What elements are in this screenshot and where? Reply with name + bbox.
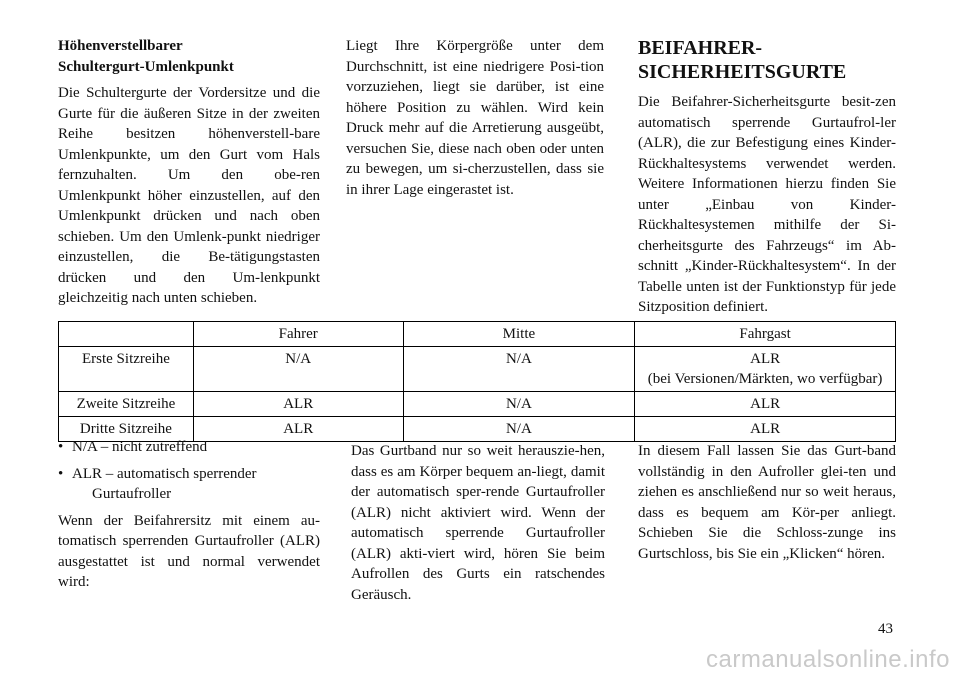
table-header-cell: Fahrgast [635, 322, 896, 347]
table-cell: Dritte Sitzreihe [59, 417, 194, 442]
table-cell-note: (bei Versionen/Märkten, wo verfügbar) [647, 371, 883, 387]
subheading-line-1: Höhenverstellbarer [58, 38, 183, 54]
table-cell: N/A [193, 347, 403, 392]
paragraph-koerpergroesse: Liegt Ihre Körpergröße unter dem Durchschnitt, ist eine niedrigere Posi-tion vorzuziehen, liegt sie darüber, ist eine höhere Position zu wählen. Wird kein Druck mehr auf die Arretierung ausgeübt, versuchen Sie, diese nach oben oder unten zu bewegen, um si-cherzustellen, dass sie in ihrer Lage eingerastet ist. [346, 38, 604, 198]
section-heading [638, 36, 896, 84]
table-cell [635, 347, 896, 392]
table-header-cell: Mitte [403, 322, 635, 347]
page-number: 43 [878, 621, 893, 637]
table-cell: Zweite Sitzreihe [59, 392, 194, 417]
table-row [59, 347, 896, 392]
lower-column-2 [351, 441, 605, 605]
table-cell: Erste Sitzreihe [59, 347, 194, 392]
legend-list [58, 437, 320, 505]
list-item-continuation: Gurtaufroller [92, 486, 172, 502]
upper-column-2 [346, 36, 604, 200]
section-heading-line-1: BEIFAHRER- [638, 37, 763, 59]
list-item-text: ALR – automatisch sperrender [72, 465, 257, 482]
section-heading-line-2: SICHERHEITSGURTE [638, 61, 847, 83]
table-cell-value: ALR [750, 351, 781, 367]
paragraph-alr-intro: Wenn der Beifahrersitz mit einem au-tomatisch sperrenden Gurtaufroller (ALR) ausgestattet ist und normal verwendet wird: [58, 512, 320, 590]
table-cell: ALR [635, 392, 896, 417]
upper-column-1 [58, 36, 320, 309]
watermark: carmanualsonline.info [706, 646, 950, 673]
subheading [58, 36, 320, 77]
table-header-row [59, 322, 896, 347]
table-cell: N/A [403, 347, 635, 392]
table-cell: ALR [193, 417, 403, 442]
table-row [59, 392, 896, 417]
paragraph-schlosszunge: In diesem Fall lassen Sie das Gurt-band vollständig in den Aufroller glei-ten und ziehen es anschließend nur so weit heraus, dass es bequem am Kör-per anliegt. Schieben Sie die Schloss-zunge ins Gurtschloss, bis Sie ein „Klicken“ hören. [638, 443, 896, 562]
upper-column-3 [638, 36, 896, 318]
paragraph-beifahrer-gurte: Die Beifahrer-Sicherheitsgurte besit-zen automatisch sperrende Gurtaufrol-ler (ALR), die zur Befestigung eines Kinder-Rückhaltesystems verwendet werden. Weitere Informationen hierzu finden Sie unter „Einbau von Kinder-Rückhaltesystemen mithilfe der Si-cherheitsgurte des Fahrzeugs“ im Ab-schnitt „Kinder-Rückhaltesystem“. In der Tabelle unten ist der Funktionstyp für jede Sitzposition definiert. [638, 94, 896, 315]
list-item [58, 464, 320, 505]
subheading-line-2: Schultergurt-Umlenkpunkt [58, 58, 234, 75]
table-cell: N/A [403, 417, 635, 442]
table-cell: ALR [193, 392, 403, 417]
seat-belt-function-table [58, 321, 896, 442]
table-header-cell [59, 322, 194, 347]
lower-column-1 [58, 437, 320, 593]
table-cell: ALR [635, 417, 896, 442]
table-header-cell: Fahrer [193, 322, 403, 347]
list-item: • N/A – nicht zutreffend [58, 437, 320, 458]
paragraph-umlenkpunkt: Die Schultergurte der Vordersitze und die Gurte für die äußeren Sitze in der zweiten Reihe besitzen höhenverstell-bare Umlenkpunkte, um den Gurt vom Hals fernzuhalten. Um den obe-ren Umlenkpunkt höher einzustellen, auf den Umlenkpunkt drücken und nach oben schieben. Um den Umlenk-punkt niedriger einzustellen, die Be-tätigungstasten drücken und den Um-lenkpunkt gleichzeitig nach unten schieben. [58, 85, 320, 306]
lower-column-3 [638, 441, 896, 564]
table-cell: N/A [403, 392, 635, 417]
paragraph-gurtband: Das Gurtband nur so weit herauszie-hen, dass es am Körper bequem an-liegt, damit der automatisch sper-rende Gurtaufroller (ALR) nicht aktiviert wird. Wenn der automatisch sperrende Gurtaufroller (ALR) akti-viert wird, hören Sie beim Aufrollen des Gurts ein ratschendes Geräusch. [351, 443, 605, 603]
